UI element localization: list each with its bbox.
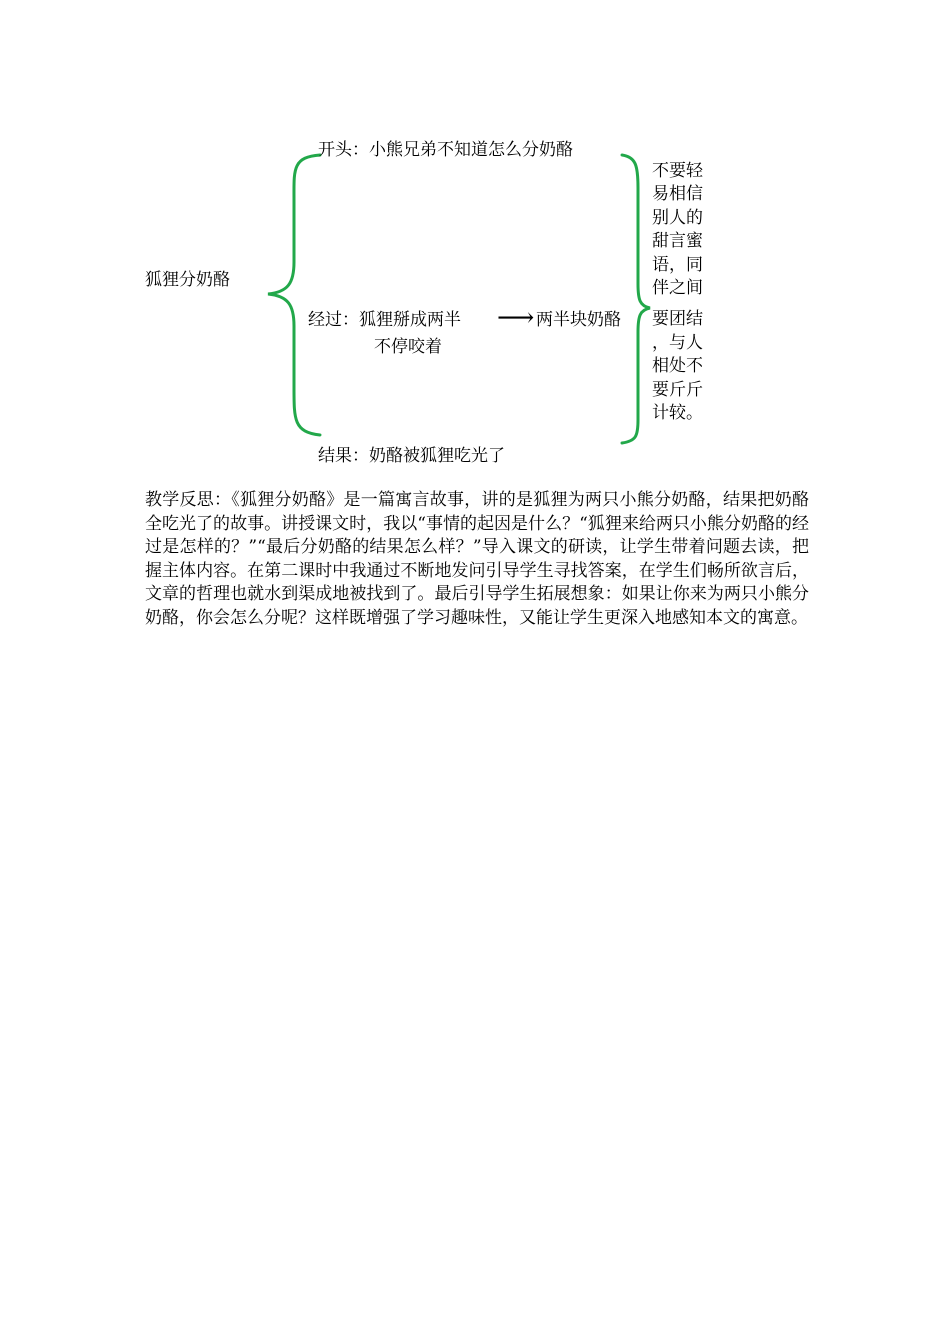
moral-line: 语，同 [652, 254, 703, 275]
diagram-title: 狐狸分奶酪 [145, 270, 230, 290]
diagram-process-line2: 不停咬着 [374, 337, 442, 357]
arrow-icon: ⟶ [497, 303, 535, 333]
moral-line: 不要轻 [652, 161, 703, 181]
moral-line: 要团结 [652, 309, 703, 330]
diagram-process-line1: 经过：狐狸掰成两半 [308, 310, 461, 330]
moral-line: 计较。 [652, 403, 703, 424]
right-brace [622, 155, 650, 443]
moral-line: 相处不 [652, 356, 703, 377]
diagram-moral [652, 160, 714, 425]
left-brace [268, 155, 320, 435]
diagram-process-result: 两半块奶酪 [536, 310, 621, 330]
diagram-ending: 结果：奶酪被狐狸吃光了 [318, 446, 505, 466]
moral-line: 易相信 [652, 184, 703, 205]
moral-line: ，与人 [652, 332, 703, 353]
moral-line: 别人的 [652, 207, 703, 228]
teaching-reflection: 教学反思：《狐狸分奶酪》是一篇寓言故事，讲的是狐狸为两只小熊分奶酪，结果把奶酪全吃光了的故事。讲授课文时，我以“事情的起因是什么？“狐狸来给两只小熊分奶酪的经过是怎样的？”“最后分奶酪的结果怎么样？”导入课文的研读，让学生带着问题去读，把握主体内容。在第二课时中我通过不断地发问引导学生寻找答案，在学生们畅所欲言后，文章的哲理也就水到渠成地被找到了。最后引导学生拓展想象：如果让你来为两只小熊分奶酪，你会怎么分呢？这样既增强了学习趣味性，又能让学生更深入地感知本文的寓意。 [145, 490, 809, 628]
diagram-beginning: 开头：小熊兄弟不知道怎么分奶酪 [318, 140, 573, 160]
moral-line: 甜言蜜 [652, 231, 703, 252]
moral-line: 要斤斤 [652, 379, 703, 400]
moral-line: 伴之间 [652, 278, 703, 299]
